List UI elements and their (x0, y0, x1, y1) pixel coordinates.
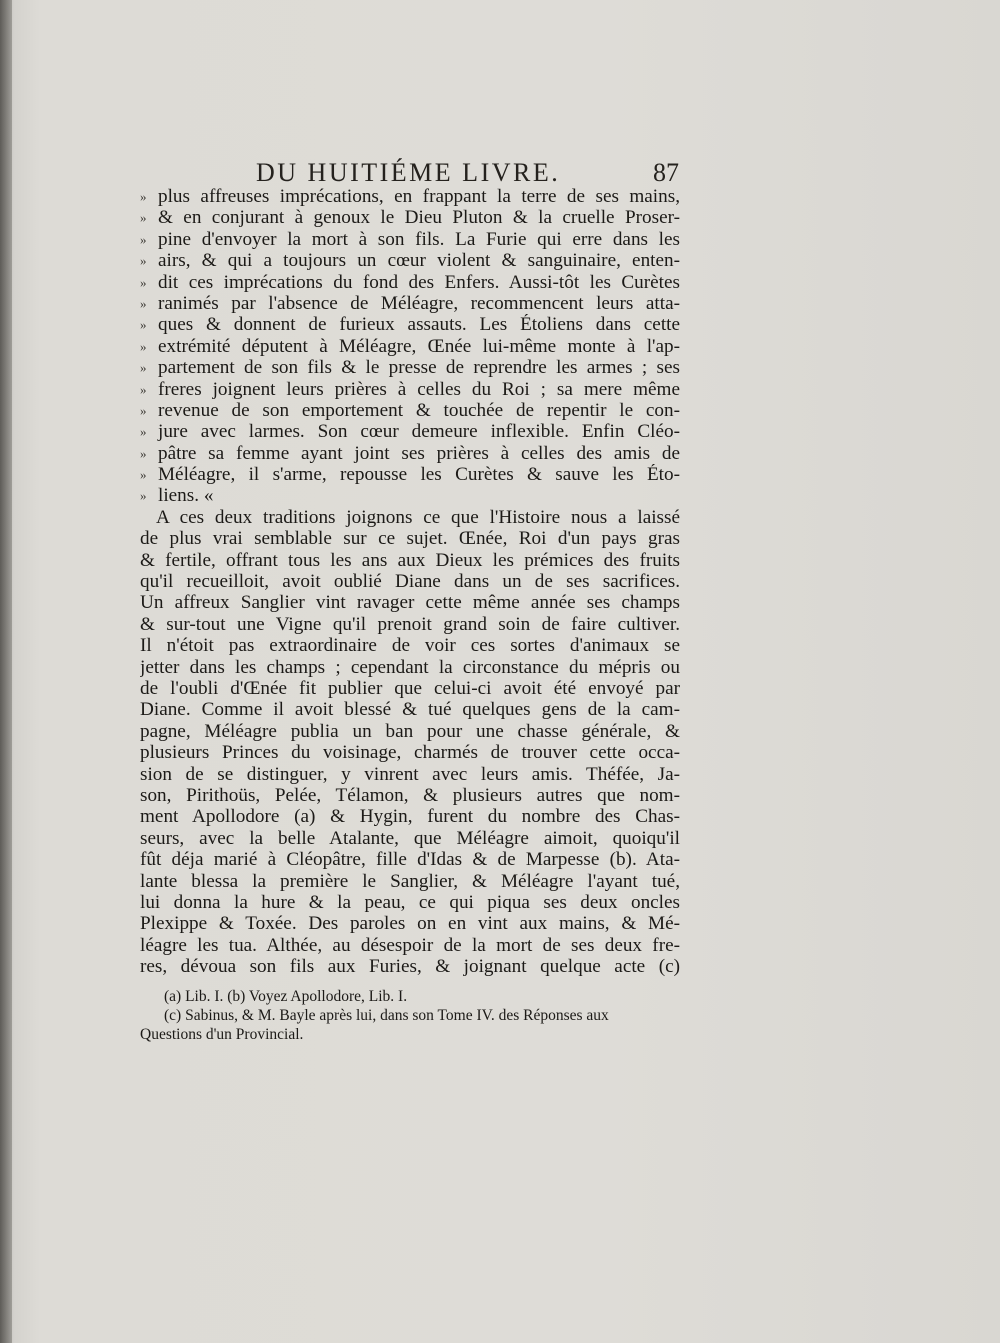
footnote: (a) Lib. I. (b) Voyez Apollodore, Lib. I. (164, 988, 408, 1006)
text-line: de l'oubli d'Œnée fit publier que celui-ci avoit été envoyé par (140, 677, 680, 699)
text-line: & sur-tout une Vigne qu'il prenoit grand soin de faire cultiver. (140, 613, 680, 635)
text-line: » freres joignent leurs prières à celles du Roi ; sa mere même (140, 379, 680, 400)
body-text (140, 186, 680, 1044)
text-line: qu'il recueilloit, avoit oublié Diane dans un de ses sacrifices. (140, 571, 680, 593)
text-line: plusieurs Princes du voisinage, charmés de trouver cette occa- (140, 742, 680, 764)
text-line: Il n'étoit pas extraordinaire de voir ces sortes d'animaux se (140, 635, 680, 657)
text-line: » pâtre sa femme ayant joint ses prières à celles des amis de (140, 443, 680, 464)
running-title: DU HUITIÉME LIVRE. (256, 158, 561, 187)
text-line: » & en conjurant à genoux le Dieu Pluton & la cruelle Proser- (140, 207, 680, 228)
text-line: » ques & donnent de furieux assauts. Les Étoliens dans cette (140, 314, 680, 335)
text-line: » airs, & qui a toujours un cœur violent & sanguinaire, enten- (140, 250, 680, 271)
text-line: léagre les tua. Althée, au désespoir de la mort de ses deux fre- (140, 934, 680, 956)
text-line: » extrémité députent à Méléagre, Œnée lui-même monte à l'ap- (140, 336, 680, 357)
text-line: seurs, avec la belle Atalante, que Méléagre aimoit, quoiqu'il (140, 827, 680, 849)
text-line: » liens. « (140, 485, 680, 506)
text-line: son, Pirithoüs, Pelée, Télamon, & plusieurs autres que nom- (140, 784, 680, 806)
text-line: jetter dans les champs ; cependant la circonstance du mépris ou (140, 656, 680, 678)
text-line: » ranimés par l'absence de Méléagre, recommencent leurs atta- (140, 293, 680, 314)
text-line: ment Apollodore (a) & Hygin, furent du nombre des Chas- (140, 806, 680, 828)
footnotes (140, 987, 680, 1044)
text-line: » partement de son fils & le presse de reprendre les armes ; ses (140, 357, 680, 378)
text-line: lui donna la hure & la peau, ce qui piqua ses deux oncles (140, 891, 680, 913)
text-line: pagne, Méléagre publia un ban pour une chasse générale, & (140, 720, 680, 742)
text-line: » Méléagre, il s'arme, repousse les Curètes & sauve les Éto- (140, 464, 680, 485)
text-line: » pine d'envoyer la mort à son fils. La Furie qui erre dans les (140, 229, 680, 250)
binding-gutter (0, 0, 12, 1343)
text-line: fût déja marié à Cléopâtre, fille d'Idas & de Marpesse (b). Ata- (140, 849, 680, 871)
text-line: de plus vrai semblable sur ce sujet. Œnée, Roi d'un pays gras (140, 528, 680, 550)
text-line: Diane. Comme il avoit blessé & tué quelques gens de la cam- (140, 699, 680, 721)
text-line: Plexippe & Toxée. Des paroles on en vint aux mains, & Mé- (140, 913, 680, 935)
text-line: sion de se distinguer, y vinrent avec leurs amis. Théfée, Ja- (140, 763, 680, 785)
text-line: res, dévoua son fils aux Furies, & joignant quelque acte (c) (140, 956, 680, 978)
footnote: Questions d'un Provincial. (140, 1026, 304, 1044)
text-line: » plus affreuses imprécations, en frappant la terre de ses mains, (140, 186, 680, 207)
text-line: & fertile, offrant tous les ans aux Dieux les prémices des fruits (140, 549, 680, 571)
text-line: » jure avec larmes. Son cœur demeure inflexible. Enfin Cléo- (140, 421, 680, 442)
text-line: Un affreux Sanglier vint ravager cette même année ses champs (140, 592, 680, 614)
text-line: lante blessa la première le Sanglier, & Méléagre l'ayant tué, (140, 870, 680, 892)
text-line: » revenue de son emportement & touchée de repentir le con- (140, 400, 680, 421)
text-line: A ces deux traditions joignons ce que l'Histoire nous a laissé (156, 506, 680, 528)
page-number: 87 (653, 158, 679, 187)
text-line: » dit ces imprécations du fond des Enfers. Aussi-tôt les Curètes (140, 272, 680, 293)
footnote: (c) Sabinus, & M. Bayle après lui, dans son Tome IV. des Réponses aux (164, 1007, 609, 1025)
